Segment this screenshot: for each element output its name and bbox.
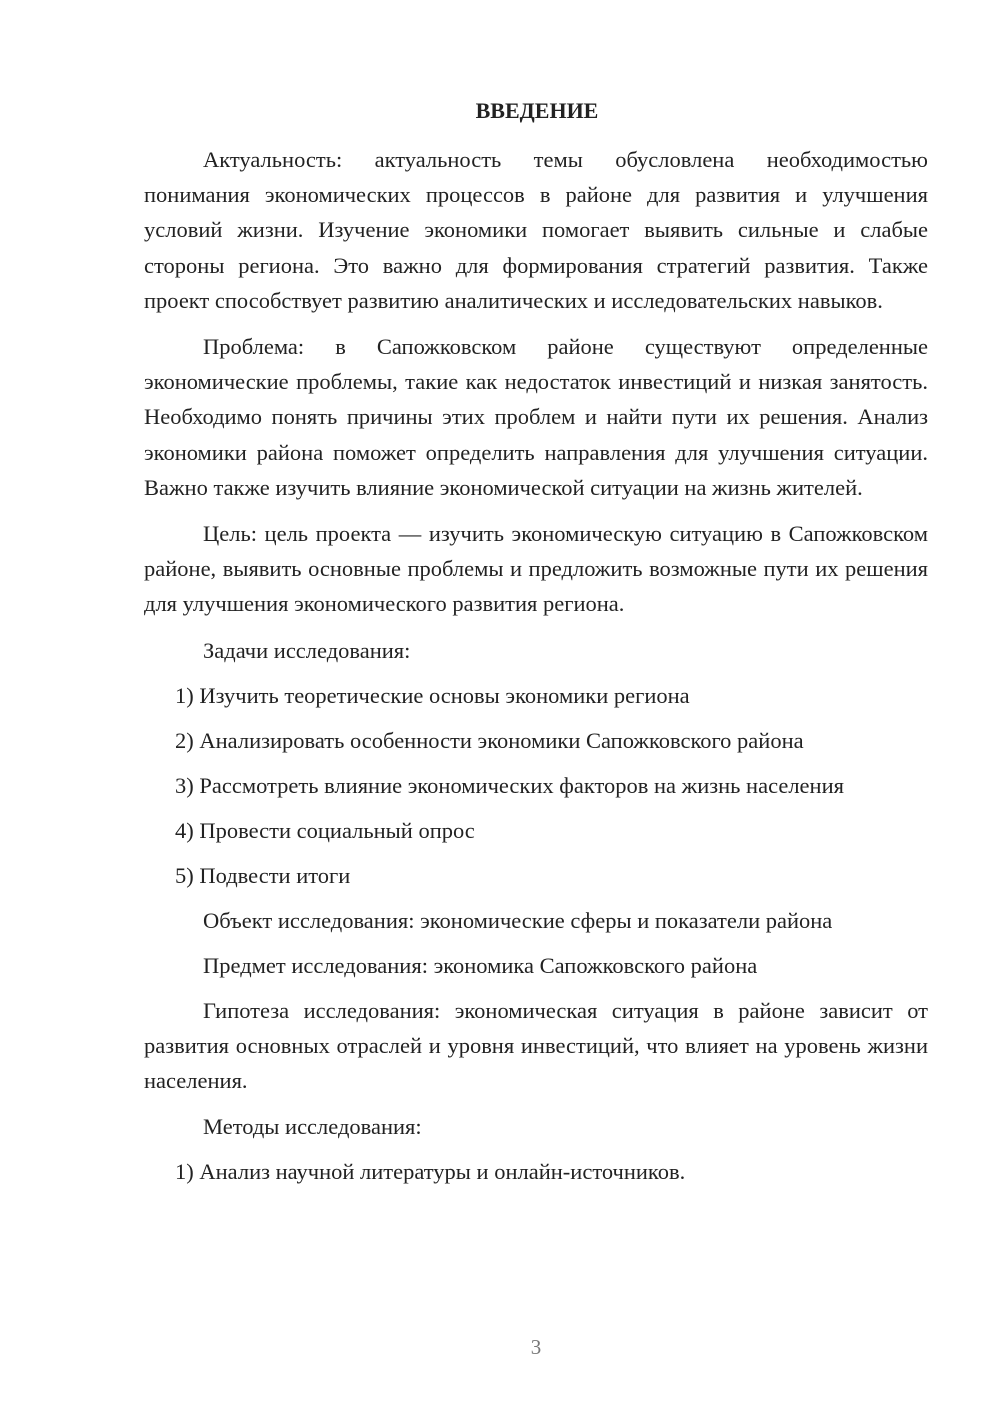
- methods-heading: Методы исследования:: [203, 1114, 422, 1140]
- list-item: 4) Провести социальный опрос: [175, 817, 475, 843]
- list-item: 5) Подвести итоги: [175, 862, 351, 888]
- object-line: Объект исследования: экономические сферы и показатели района: [203, 907, 833, 933]
- page-number: 3: [530, 1335, 542, 1359]
- list-item: 1) Анализ научной литературы и онлайн-источников.: [175, 1159, 686, 1185]
- tasks-list: [144, 678, 928, 893]
- page-title: ВВЕДЕНИЕ: [475, 98, 599, 123]
- subject-line: Предмет исследования: экономика Сапожковского района: [203, 952, 758, 978]
- list-item: 3) Рассмотреть влияние экономических факторов на жизнь населения: [175, 772, 844, 798]
- problem-paragraph: Проблема: в Сапожковском районе существуют определенные экономические проблемы, такие как недостаток инвестиций и низкая занятость. Необходимо понять причины этих проблем и найти пути их решения. Анализ экономики района поможет определить направления для улучшения ситуации. Важно также изучить влияние экономической ситуации на жизнь жителей.: [144, 334, 928, 500]
- list-item: 2) Анализировать особенности экономики Сапожковского района: [175, 727, 804, 753]
- list-item: 1) Изучить теоретические основы экономики региона: [175, 682, 690, 708]
- goal-paragraph: Цель: цель проекта — изучить экономическую ситуацию в Сапожковском районе, выявить основные проблемы и предложить возможные пути их решения для улучшения экономического развития региона.: [144, 521, 928, 617]
- tasks-heading: Задачи исследования:: [203, 637, 411, 663]
- hypothesis-paragraph: Гипотеза исследования: экономическая ситуация в районе зависит от развития основных отраслей и уровня инвестиций, что влияет на уровень жизни населения.: [144, 997, 928, 1094]
- relevance-paragraph: Актуальность: актуальность темы обусловлена необходимостью понимания экономических процессов в районе для развития и улучшения условий жизни. Изучение экономики помогает выявить сильные и слабые стороны региона. Это важно для формирования стратегий развития. Также проект способствует развитию аналитических и исследовательских навыков.: [144, 147, 928, 313]
- page-content: [144, 94, 928, 1199]
- methods-list: [144, 1154, 928, 1189]
